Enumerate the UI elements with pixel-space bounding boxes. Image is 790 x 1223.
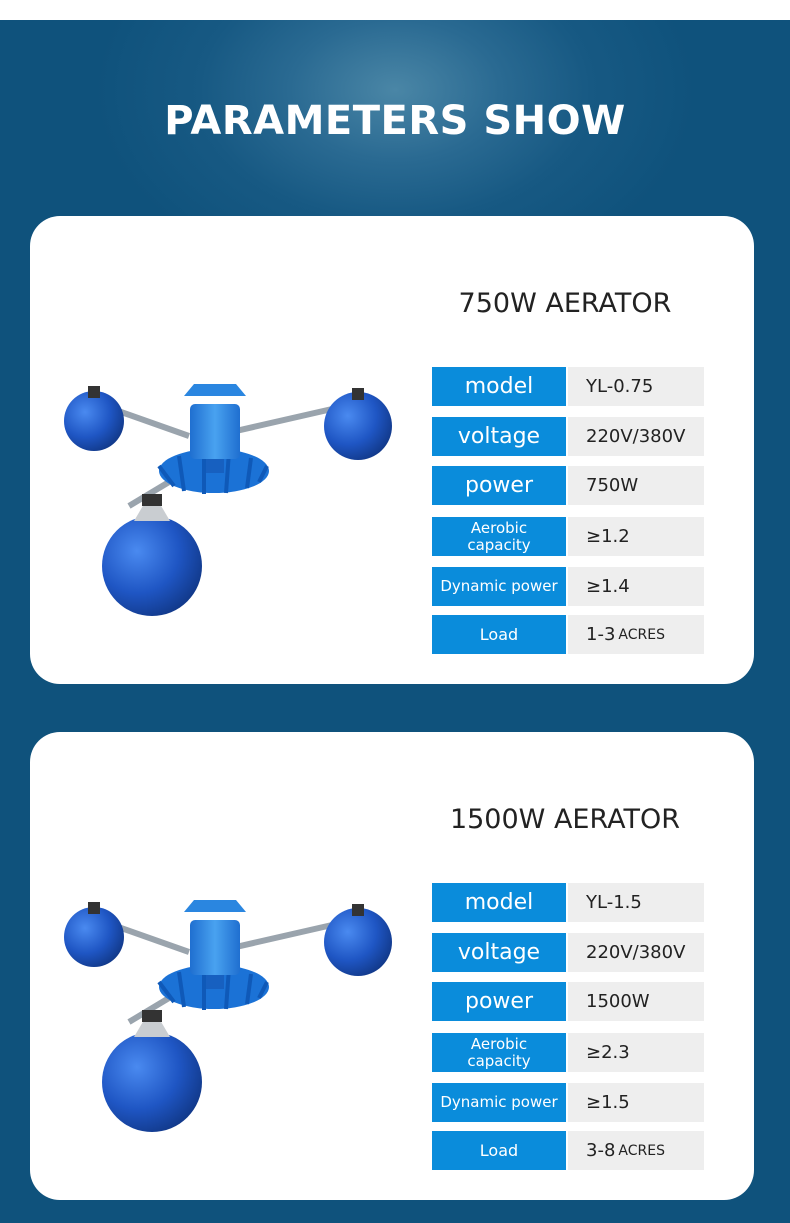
- product-title: 750W AERATOR: [458, 288, 672, 319]
- spec-value: [568, 615, 704, 654]
- spec-label: Dynamic power: [432, 567, 566, 606]
- spec-label: model: [432, 367, 566, 406]
- aerator-image: [54, 882, 394, 1152]
- spec-value: YL-0.75: [568, 367, 704, 406]
- product-title: 1500W AERATOR: [449, 804, 681, 835]
- spec-label: Aerobic capacity: [432, 1033, 566, 1072]
- load-unit: ACRES: [618, 1142, 665, 1159]
- spec-label: power: [432, 466, 566, 505]
- spec-label: power: [432, 982, 566, 1021]
- spec-value: 220V/380V: [568, 933, 704, 972]
- spec-value: YL-1.5: [568, 883, 704, 922]
- spec-value: 220V/380V: [568, 417, 704, 456]
- spec-label: voltage: [432, 417, 566, 456]
- load-value: 3-8: [586, 1140, 616, 1161]
- spec-value: 750W: [568, 466, 704, 505]
- page-background: [0, 20, 790, 1223]
- spec-value: ≥1.5: [568, 1083, 704, 1122]
- product-card-750w: [30, 216, 754, 684]
- spec-value: 1500W: [568, 982, 704, 1021]
- spec-label: voltage: [432, 933, 566, 972]
- load-unit: ACRES: [618, 626, 665, 643]
- spec-label: model: [432, 883, 566, 922]
- spec-label: Load: [432, 1131, 566, 1170]
- spec-label: Aerobic capacity: [432, 517, 566, 556]
- spec-value: [568, 1131, 704, 1170]
- spec-value: ≥1.2: [568, 517, 704, 556]
- spec-label: Load: [432, 615, 566, 654]
- spec-value: ≥1.4: [568, 567, 704, 606]
- spec-value: ≥2.3: [568, 1033, 704, 1072]
- product-card-1500w: [30, 732, 754, 1200]
- spec-label: Dynamic power: [432, 1083, 566, 1122]
- page-title: PARAMETERS SHOW: [164, 98, 626, 144]
- load-value: 1-3: [586, 624, 616, 645]
- aerator-image: [54, 366, 394, 636]
